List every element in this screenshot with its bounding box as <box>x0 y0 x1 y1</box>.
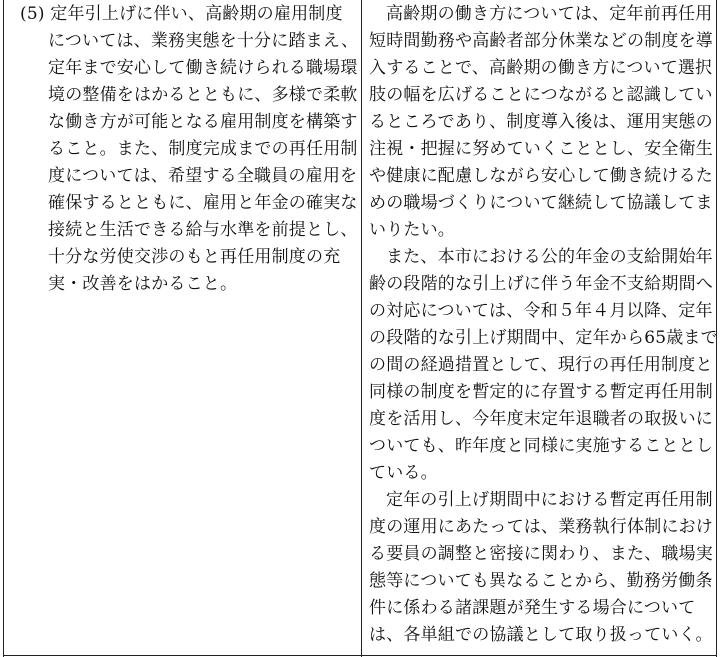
response-line: いりたい。 <box>369 220 455 240</box>
request-line: については、業務実態を十分に踏まえ、 <box>48 31 359 51</box>
response-line: の間の経過措置として、現行の再任用制度と <box>369 355 713 375</box>
response-line: 態等についても異なることから、勤務労働条 <box>369 571 713 591</box>
request-line: 実・改善をはかること。 <box>48 274 238 294</box>
response-line: 高齢期の働き方については、定年前再任用 <box>386 4 713 24</box>
response-line: の段階的な引上げ期間中、定年から65歳まで <box>369 328 718 348</box>
request-line: ること。また、制度完成までの再任用制 <box>48 139 358 159</box>
table-divider <box>361 0 362 657</box>
response-line: ついても、昨年度と同様に実施することとし <box>369 436 713 456</box>
response-line: 件に係わる諸課題が発生する場合について <box>369 598 696 618</box>
response-line: 齢の段階的な引上げに伴う年金不支給期間へ <box>369 274 713 294</box>
response-line: めの職場づくりについて継続して協議してま <box>369 193 713 213</box>
request-line: 境の整備をはかるとともに、多様で柔軟 <box>48 85 358 105</box>
response-line: るところであり、制度導入後は、運用実態の <box>369 112 713 132</box>
request-line: 度については、希望する全職員の雇用を <box>48 166 358 186</box>
table-border-bottom <box>3 655 717 656</box>
response-line: 肢の幅を広げることにつながると認識してい <box>369 85 713 105</box>
request-line: 定年まで安心して働き続けられる職場環 <box>48 58 358 78</box>
response-line: 注視・把握に努めていくこととし、安全衛生 <box>369 139 713 159</box>
response-line: 短時間勤務や高齢者部分休業などの制度を導 <box>369 31 713 51</box>
table-border-left <box>3 0 4 657</box>
response-line: 入することで、高齢期の働き方について選択 <box>369 58 713 78</box>
response-line: は、各単組での協議として取り扱っていく。 <box>369 625 713 645</box>
response-line: また、本市における公的年金の支給開始年 <box>386 247 713 267</box>
response-line: る要員の調整と密接に関わり、また、職場実 <box>369 544 713 564</box>
request-line: 十分な労使交渉のもと再任用制度の充 <box>48 247 341 267</box>
response-line: 度を活用し、今年度末定年退職者の取扱いに <box>369 409 713 429</box>
response-line: や健康に配慮しながら安心して働き続けるた <box>369 166 713 186</box>
request-line: 確保するとともに、雇用と年金の確実な <box>48 193 358 213</box>
response-line: の対応については、令和５年４月以降、定年 <box>369 301 713 321</box>
response-line: 度の運用にあたっては、業務執行体制におけ <box>369 517 713 537</box>
request-line: 接続と生活できる給与水準を前提とし、 <box>48 220 358 240</box>
response-line: ている。 <box>369 463 438 483</box>
response-line: 同様の制度を暫定的に存置する暫定再任用制 <box>369 382 713 402</box>
request-line: (5) 定年引上げに伴い、高齢期の雇用制度 <box>20 4 343 24</box>
response-line: 定年の引上げ期間中における暫定再任用制 <box>386 490 713 510</box>
request-line: な働き方が可能となる雇用制度を構築す <box>48 112 358 132</box>
